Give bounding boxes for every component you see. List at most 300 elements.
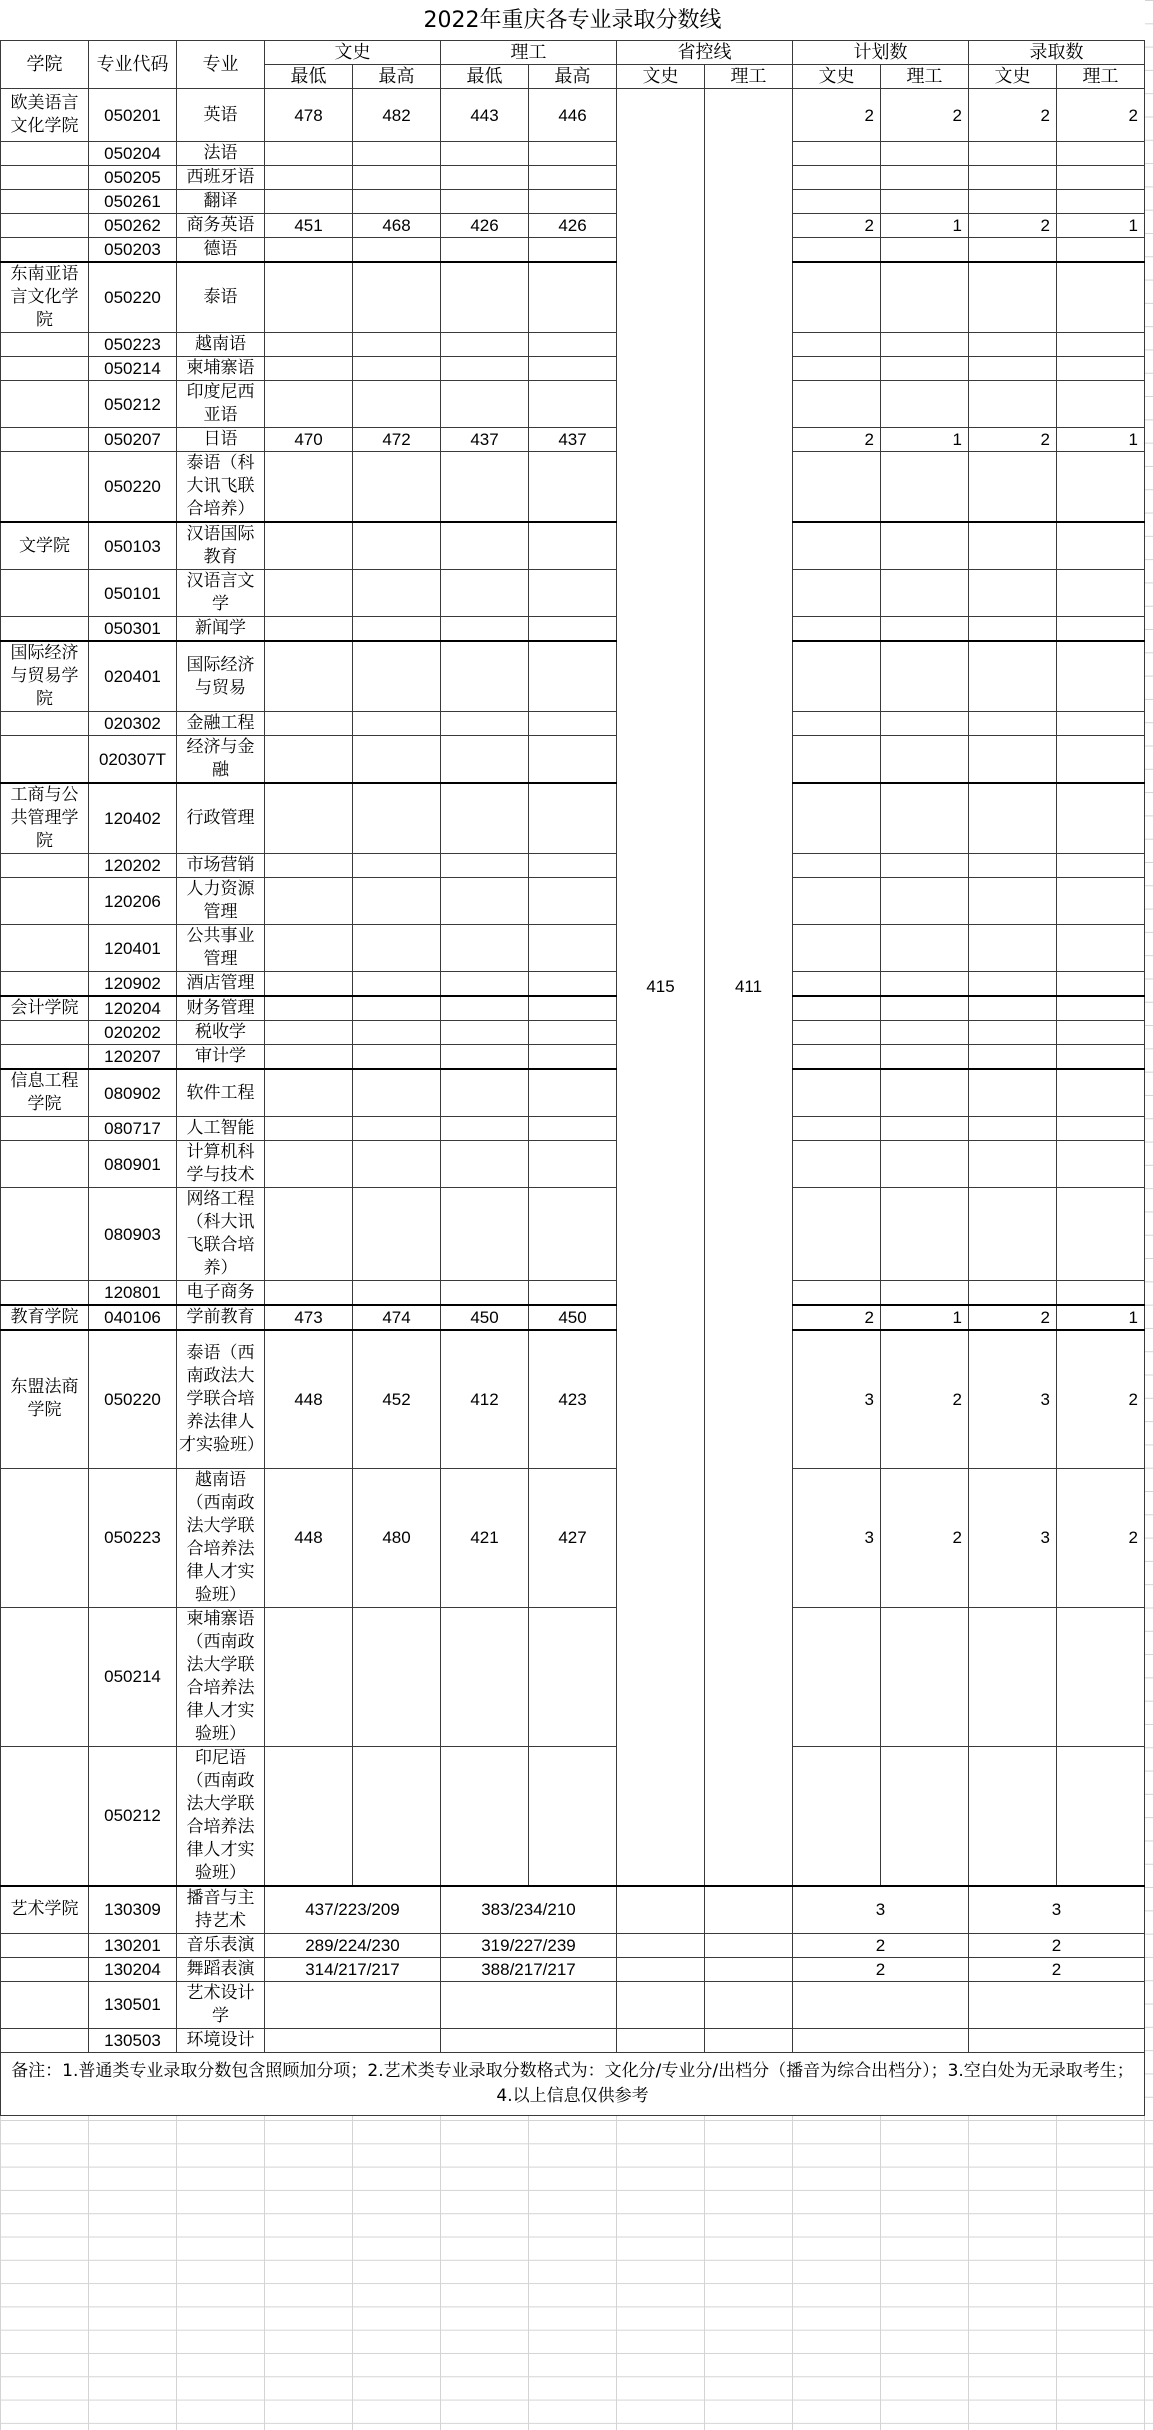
wenshi-min-cell xyxy=(265,972,353,997)
college-cell xyxy=(1,570,89,617)
major-cell: 金融工程 xyxy=(177,712,265,736)
major-cell: 柬埔寨语（西南政法大学联合培养法律人才实验班） xyxy=(177,1607,265,1746)
ligong-min-cell xyxy=(441,1045,529,1070)
college-cell: 欧美语言文化学院 xyxy=(1,89,89,142)
major-cell: 柬埔寨语 xyxy=(177,357,265,381)
major-cell: 行政管理 xyxy=(177,783,265,854)
plan-wenshi-cell xyxy=(793,357,881,381)
plan-wenshi-cell: 3 xyxy=(793,1330,881,1468)
code-cell: 050207 xyxy=(89,428,177,452)
page-title: 2022年重庆各专业录取分数线 xyxy=(1,0,1145,41)
plan-wenshi-cell xyxy=(793,712,881,736)
ligong-min-cell xyxy=(441,1069,529,1117)
plan-ligong-cell xyxy=(881,1045,969,1070)
wenshi-min-cell xyxy=(265,1281,353,1306)
plan-ligong-cell xyxy=(881,1069,969,1117)
header-control-wenshi: 文史 xyxy=(617,65,705,89)
plan-ligong-cell xyxy=(881,262,969,333)
ligong-max-cell xyxy=(529,1021,617,1045)
wenshi-max-cell xyxy=(353,1117,441,1141)
plan-ligong-cell xyxy=(881,381,969,428)
plan-wenshi-cell xyxy=(793,1045,881,1070)
major-cell: 泰语（西南政法大学联合培养法律人才实验班） xyxy=(177,1330,265,1468)
art-plan-cell: 2 xyxy=(793,1933,969,1957)
plan-wenshi-cell xyxy=(793,333,881,357)
ligong-max-cell xyxy=(529,878,617,925)
ligong-min-cell: 443 xyxy=(441,89,529,142)
wenshi-min-cell xyxy=(265,1117,353,1141)
major-cell: 越南语 xyxy=(177,333,265,357)
plan-wenshi-cell xyxy=(793,166,881,190)
ligong-max-cell xyxy=(529,1045,617,1070)
header-admit-wenshi: 文史 xyxy=(969,65,1057,89)
header-ligong-min: 最低 xyxy=(441,65,529,89)
ligong-min-cell xyxy=(441,736,529,784)
wenshi-max-cell xyxy=(353,617,441,642)
plan-wenshi-cell xyxy=(793,381,881,428)
college-cell xyxy=(1,1933,89,1957)
plan-wenshi-cell: 3 xyxy=(793,1468,881,1607)
major-cell: 环境设计 xyxy=(177,2028,265,2052)
code-cell: 050220 xyxy=(89,1330,177,1468)
plan-wenshi-cell xyxy=(793,854,881,878)
ligong-min-cell xyxy=(441,190,529,214)
table-row xyxy=(1,262,1145,333)
college-cell xyxy=(1,1957,89,1981)
college-cell xyxy=(1,452,89,523)
plan-ligong-cell xyxy=(881,783,969,854)
code-cell: 040106 xyxy=(89,1305,177,1330)
wenshi-min-cell xyxy=(265,190,353,214)
table-row xyxy=(1,333,1145,357)
major-cell: 泰语（科大讯飞联合培养） xyxy=(177,452,265,523)
admit-ligong-cell xyxy=(1057,736,1145,784)
ligong-min-cell xyxy=(441,996,529,1021)
table-row xyxy=(1,214,1145,238)
table-row xyxy=(1,452,1145,523)
code-cell: 050223 xyxy=(89,333,177,357)
table-row xyxy=(1,1281,1145,1306)
admit-wenshi-cell xyxy=(969,1045,1057,1070)
wenshi-max-cell xyxy=(353,570,441,617)
college-cell: 国际经济与贸易学院 xyxy=(1,641,89,712)
plan-wenshi-cell xyxy=(793,238,881,263)
header-wenshi-min: 最低 xyxy=(265,65,353,89)
ligong-min-cell: 450 xyxy=(441,1305,529,1330)
control-line-ligong: 411 xyxy=(705,89,793,1886)
college-cell: 艺术学院 xyxy=(1,1886,89,1934)
college-cell xyxy=(1,972,89,997)
major-cell: 新闻学 xyxy=(177,617,265,642)
plan-wenshi-cell: 2 xyxy=(793,89,881,142)
ligong-max-cell xyxy=(529,783,617,854)
code-cell: 020401 xyxy=(89,641,177,712)
wenshi-min-cell xyxy=(265,357,353,381)
college-cell: 教育学院 xyxy=(1,1305,89,1330)
plan-ligong-cell: 1 xyxy=(881,428,969,452)
major-cell: 国际经济与贸易 xyxy=(177,641,265,712)
wenshi-max-cell xyxy=(353,641,441,712)
ligong-min-cell xyxy=(441,783,529,854)
admit-ligong-cell xyxy=(1057,996,1145,1021)
control-empty-cell xyxy=(617,1957,705,1981)
major-cell: 计算机科学与技术 xyxy=(177,1141,265,1188)
table-row xyxy=(1,570,1145,617)
table-row xyxy=(1,1607,1145,1746)
plan-wenshi-cell: 2 xyxy=(793,214,881,238)
code-cell: 050220 xyxy=(89,262,177,333)
college-cell xyxy=(1,1981,89,2028)
wenshi-min-cell xyxy=(265,878,353,925)
major-cell: 税收学 xyxy=(177,1021,265,1045)
admit-ligong-cell xyxy=(1057,1141,1145,1188)
wenshi-min-cell xyxy=(265,617,353,642)
college-cell xyxy=(1,1021,89,1045)
header-control-line: 省控线 xyxy=(617,41,793,65)
ligong-min-cell: 426 xyxy=(441,214,529,238)
ligong-max-cell: 426 xyxy=(529,214,617,238)
table-row xyxy=(1,1117,1145,1141)
plan-ligong-cell xyxy=(881,357,969,381)
college-cell xyxy=(1,1141,89,1188)
plan-ligong-cell xyxy=(881,333,969,357)
college-cell xyxy=(1,712,89,736)
code-cell: 120402 xyxy=(89,783,177,854)
admit-ligong-cell xyxy=(1057,641,1145,712)
admit-wenshi-cell xyxy=(969,736,1057,784)
code-cell: 050223 xyxy=(89,1468,177,1607)
plan-ligong-cell xyxy=(881,617,969,642)
art-wenshi-score xyxy=(265,1981,441,2028)
wenshi-max-cell xyxy=(353,1607,441,1746)
table-row xyxy=(1,357,1145,381)
admit-ligong-cell xyxy=(1057,452,1145,523)
plan-ligong-cell: 2 xyxy=(881,1330,969,1468)
plan-wenshi-cell xyxy=(793,617,881,642)
plan-ligong-cell xyxy=(881,1746,969,1886)
ligong-max-cell xyxy=(529,570,617,617)
wenshi-max-cell: 452 xyxy=(353,1330,441,1468)
art-wenshi-score: 289/224/230 xyxy=(265,1933,441,1957)
plan-ligong-cell xyxy=(881,925,969,972)
plan-wenshi-cell xyxy=(793,262,881,333)
table-row xyxy=(1,1069,1145,1117)
art-plan-cell: 3 xyxy=(793,1886,969,1934)
plan-ligong-cell xyxy=(881,1141,969,1188)
college-cell xyxy=(1,1607,89,1746)
code-cell: 050212 xyxy=(89,381,177,428)
major-cell: 商务英语 xyxy=(177,214,265,238)
admit-ligong-cell xyxy=(1057,783,1145,854)
admit-wenshi-cell xyxy=(969,1607,1057,1746)
table-row xyxy=(1,1746,1145,1886)
college-cell xyxy=(1,736,89,784)
ligong-min-cell: 421 xyxy=(441,1468,529,1607)
plan-ligong-cell xyxy=(881,878,969,925)
table-row xyxy=(1,166,1145,190)
admit-wenshi-cell xyxy=(969,1069,1057,1117)
ligong-max-cell xyxy=(529,1069,617,1117)
ligong-max-cell: 437 xyxy=(529,428,617,452)
plan-ligong-cell xyxy=(881,238,969,263)
table-row xyxy=(1,1330,1145,1468)
header-plan-ligong: 理工 xyxy=(881,65,969,89)
wenshi-max-cell xyxy=(353,166,441,190)
code-cell: 120207 xyxy=(89,1045,177,1070)
table-row xyxy=(1,1305,1145,1330)
admit-wenshi-cell xyxy=(969,570,1057,617)
admit-ligong-cell xyxy=(1057,854,1145,878)
major-cell: 日语 xyxy=(177,428,265,452)
college-cell xyxy=(1,214,89,238)
wenshi-max-cell xyxy=(353,1746,441,1886)
wenshi-max-cell: 474 xyxy=(353,1305,441,1330)
ligong-max-cell: 450 xyxy=(529,1305,617,1330)
code-cell: 120202 xyxy=(89,854,177,878)
control-line-wenshi: 415 xyxy=(617,89,705,1886)
header-code: 专业代码 xyxy=(89,41,177,89)
admit-ligong-cell xyxy=(1057,166,1145,190)
wenshi-max-cell xyxy=(353,262,441,333)
control-empty-cell xyxy=(705,1981,793,2028)
code-cell: 020307T xyxy=(89,736,177,784)
art-table-row xyxy=(1,2028,1145,2052)
ligong-min-cell xyxy=(441,1188,529,1281)
wenshi-max-cell xyxy=(353,1045,441,1070)
header-wenshi-max: 最高 xyxy=(353,65,441,89)
admit-wenshi-cell xyxy=(969,1021,1057,1045)
plan-wenshi-cell xyxy=(793,1069,881,1117)
wenshi-min-cell xyxy=(265,1188,353,1281)
admit-ligong-cell: 1 xyxy=(1057,1305,1145,1330)
college-cell xyxy=(1,333,89,357)
code-cell: 130503 xyxy=(89,2028,177,2052)
college-cell xyxy=(1,1117,89,1141)
plan-ligong-cell xyxy=(881,166,969,190)
plan-wenshi-cell xyxy=(793,1188,881,1281)
code-cell: 120206 xyxy=(89,878,177,925)
code-cell: 050262 xyxy=(89,214,177,238)
wenshi-max-cell xyxy=(353,238,441,263)
code-cell: 120801 xyxy=(89,1281,177,1306)
code-cell: 080717 xyxy=(89,1117,177,1141)
ligong-min-cell xyxy=(441,925,529,972)
ligong-max-cell xyxy=(529,522,617,570)
code-cell: 050204 xyxy=(89,142,177,166)
plan-wenshi-cell xyxy=(793,142,881,166)
art-plan-cell: 2 xyxy=(793,1957,969,1981)
plan-ligong-cell xyxy=(881,190,969,214)
code-cell: 020302 xyxy=(89,712,177,736)
plan-ligong-cell: 2 xyxy=(881,89,969,142)
ligong-max-cell xyxy=(529,996,617,1021)
ligong-min-cell xyxy=(441,1607,529,1746)
plan-ligong-cell xyxy=(881,522,969,570)
admit-wenshi-cell xyxy=(969,1188,1057,1281)
wenshi-min-cell xyxy=(265,452,353,523)
admit-ligong-cell xyxy=(1057,1607,1145,1746)
table-row xyxy=(1,641,1145,712)
art-table-row xyxy=(1,1957,1145,1981)
header-ligong-max: 最高 xyxy=(529,65,617,89)
admit-wenshi-cell xyxy=(969,190,1057,214)
admit-ligong-cell: 1 xyxy=(1057,214,1145,238)
college-cell xyxy=(1,854,89,878)
code-cell: 050220 xyxy=(89,452,177,523)
table-row xyxy=(1,428,1145,452)
ligong-min-cell xyxy=(441,878,529,925)
table-row xyxy=(1,1045,1145,1070)
code-cell: 050101 xyxy=(89,570,177,617)
college-cell: 东南亚语言文化学院 xyxy=(1,262,89,333)
admit-wenshi-cell xyxy=(969,1141,1057,1188)
admit-wenshi-cell xyxy=(969,1281,1057,1306)
control-empty-cell xyxy=(617,1933,705,1957)
wenshi-min-cell xyxy=(265,641,353,712)
table-row xyxy=(1,854,1145,878)
admit-ligong-cell xyxy=(1057,381,1145,428)
wenshi-min-cell xyxy=(265,1607,353,1746)
college-cell xyxy=(1,238,89,263)
wenshi-max-cell xyxy=(353,190,441,214)
wenshi-min-cell xyxy=(265,925,353,972)
wenshi-min-cell xyxy=(265,570,353,617)
ligong-max-cell xyxy=(529,381,617,428)
admit-wenshi-cell xyxy=(969,925,1057,972)
ligong-min-cell xyxy=(441,1746,529,1886)
admit-ligong-cell xyxy=(1057,570,1145,617)
wenshi-max-cell xyxy=(353,878,441,925)
major-cell: 学前教育 xyxy=(177,1305,265,1330)
table-row xyxy=(1,1468,1145,1607)
admit-ligong-cell xyxy=(1057,238,1145,263)
code-cell: 050201 xyxy=(89,89,177,142)
admit-wenshi-cell xyxy=(969,878,1057,925)
ligong-max-cell xyxy=(529,1141,617,1188)
ligong-max-cell xyxy=(529,972,617,997)
major-cell: 舞蹈表演 xyxy=(177,1957,265,1981)
admit-wenshi-cell: 2 xyxy=(969,89,1057,142)
major-cell: 英语 xyxy=(177,89,265,142)
college-cell xyxy=(1,1045,89,1070)
college-cell: 信息工程学院 xyxy=(1,1069,89,1117)
ligong-min-cell xyxy=(441,1117,529,1141)
plan-wenshi-cell xyxy=(793,452,881,523)
college-cell xyxy=(1,166,89,190)
ligong-min-cell xyxy=(441,522,529,570)
college-cell xyxy=(1,190,89,214)
wenshi-min-cell xyxy=(265,166,353,190)
admit-wenshi-cell xyxy=(969,522,1057,570)
wenshi-min-cell xyxy=(265,262,353,333)
plan-ligong-cell: 1 xyxy=(881,214,969,238)
admit-wenshi-cell xyxy=(969,357,1057,381)
major-cell: 泰语 xyxy=(177,262,265,333)
major-cell: 印度尼西亚语 xyxy=(177,381,265,428)
admit-ligong-cell: 2 xyxy=(1057,1468,1145,1607)
ligong-min-cell xyxy=(441,1141,529,1188)
admit-ligong-cell xyxy=(1057,357,1145,381)
art-wenshi-score: 437/223/209 xyxy=(265,1886,441,1934)
wenshi-max-cell: 482 xyxy=(353,89,441,142)
ligong-max-cell xyxy=(529,1117,617,1141)
wenshi-min-cell xyxy=(265,1069,353,1117)
wenshi-max-cell xyxy=(353,1141,441,1188)
code-cell: 120902 xyxy=(89,972,177,997)
table-row xyxy=(1,190,1145,214)
college-cell xyxy=(1,381,89,428)
table-row xyxy=(1,736,1145,784)
college-cell xyxy=(1,1746,89,1886)
ligong-min-cell xyxy=(441,570,529,617)
plan-ligong-cell xyxy=(881,452,969,523)
major-cell: 音乐表演 xyxy=(177,1933,265,1957)
wenshi-max-cell: 472 xyxy=(353,428,441,452)
plan-wenshi-cell xyxy=(793,925,881,972)
wenshi-min-cell xyxy=(265,333,353,357)
major-cell: 汉语国际教育 xyxy=(177,522,265,570)
major-cell: 软件工程 xyxy=(177,1069,265,1117)
wenshi-min-cell: 451 xyxy=(265,214,353,238)
code-cell: 080902 xyxy=(89,1069,177,1117)
art-plan-cell xyxy=(793,2028,969,2052)
ligong-min-cell xyxy=(441,712,529,736)
major-cell: 公共事业管理 xyxy=(177,925,265,972)
admit-ligong-cell xyxy=(1057,1045,1145,1070)
art-admit-cell: 3 xyxy=(969,1886,1145,1934)
major-cell: 德语 xyxy=(177,238,265,263)
wenshi-max-cell xyxy=(353,1069,441,1117)
ligong-max-cell: 423 xyxy=(529,1330,617,1468)
ligong-max-cell xyxy=(529,238,617,263)
code-cell: 130501 xyxy=(89,1981,177,2028)
admit-ligong-cell xyxy=(1057,1188,1145,1281)
control-empty-cell xyxy=(617,1886,705,1934)
wenshi-max-cell: 480 xyxy=(353,1468,441,1607)
art-plan-cell xyxy=(793,1981,969,2028)
table-row xyxy=(1,522,1145,570)
admit-ligong-cell xyxy=(1057,878,1145,925)
major-cell: 西班牙语 xyxy=(177,166,265,190)
admit-wenshi-cell: 2 xyxy=(969,214,1057,238)
ligong-min-cell xyxy=(441,357,529,381)
wenshi-min-cell xyxy=(265,996,353,1021)
admit-wenshi-cell xyxy=(969,972,1057,997)
code-cell: 050205 xyxy=(89,166,177,190)
code-cell: 050103 xyxy=(89,522,177,570)
ligong-min-cell xyxy=(441,1021,529,1045)
admit-ligong-cell xyxy=(1057,262,1145,333)
plan-wenshi-cell xyxy=(793,1021,881,1045)
college-cell: 工商与公共管理学院 xyxy=(1,783,89,854)
admit-wenshi-cell xyxy=(969,238,1057,263)
table-row xyxy=(1,712,1145,736)
college-cell xyxy=(1,2028,89,2052)
wenshi-max-cell xyxy=(353,783,441,854)
art-admit-cell xyxy=(969,2028,1145,2052)
college-cell xyxy=(1,1281,89,1306)
header-wenshi: 文史 xyxy=(265,41,441,65)
art-ligong-score: 383/234/210 xyxy=(441,1886,617,1934)
art-table-row xyxy=(1,1933,1145,1957)
control-empty-cell xyxy=(705,2028,793,2052)
college-cell xyxy=(1,428,89,452)
plan-ligong-cell xyxy=(881,1281,969,1306)
major-cell: 人力资源管理 xyxy=(177,878,265,925)
wenshi-min-cell xyxy=(265,142,353,166)
code-cell: 050203 xyxy=(89,238,177,263)
ligong-max-cell xyxy=(529,452,617,523)
